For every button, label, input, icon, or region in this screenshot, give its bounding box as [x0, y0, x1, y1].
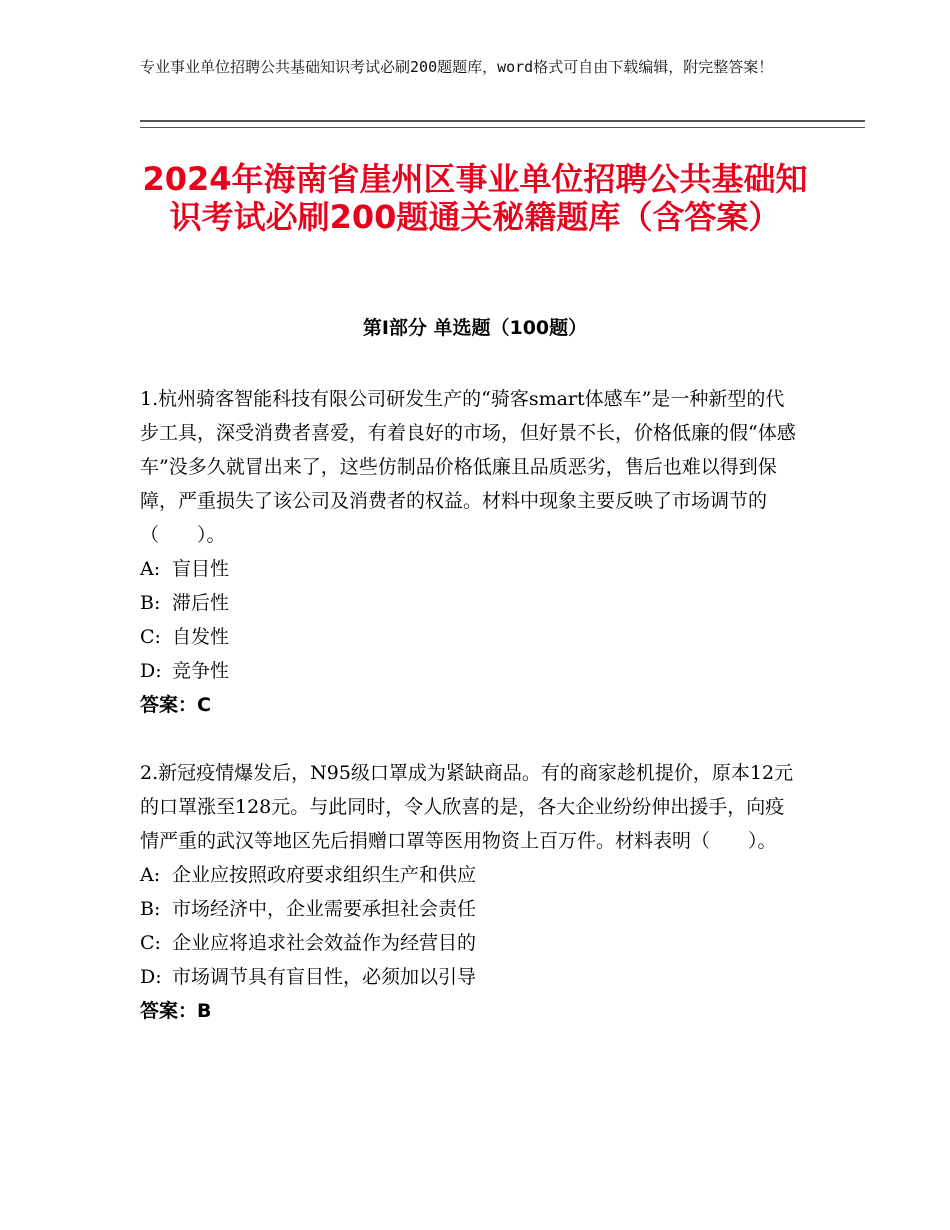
option-b: [140, 586, 800, 620]
option-letter: A:: [140, 558, 161, 580]
option-list: [140, 858, 800, 994]
answer-line: 答案：B: [140, 1000, 212, 1022]
option-text: 滞后性: [172, 592, 230, 614]
document-title: 2024年海南省崖州区事业单位招聘公共基础知识考试必刷200题通关秘籍题库（含答案）: [142, 160, 808, 236]
option-letter: C:: [140, 626, 161, 648]
option-text: 自发性: [172, 626, 230, 648]
option-list: [140, 552, 800, 688]
option-text: 盲目性: [172, 558, 230, 580]
header-note: 专业事业单位招聘公共基础知识考试必刷200题题库，word格式可自由下载编辑，附完整答案！: [140, 58, 774, 76]
option-letter: B:: [140, 898, 161, 920]
option-text: 竞争性: [172, 660, 230, 682]
option-c: [140, 926, 800, 960]
option-a: [140, 858, 800, 892]
question-stem: 2.新冠疫情爆发后，N95级口罩成为紧缺商品。有的商家趁机提价，原本12元的口罩涨至128元。与此同时，令人欣喜的是，各大企业纷纷伸出援手，向疫情严重的武汉等地区先后捐赠口罩等医用物资上百万件。材料表明（ ）。: [140, 762, 794, 852]
option-a: [140, 552, 800, 586]
question-2: [140, 756, 800, 1028]
question-stem: 1.杭州骑客智能科技有限公司研发生产的“骑客smart体感车”是一种新型的代步工具，深受消费者喜爱，有着良好的市场，但好景不长，价格低廉的假“体感车”没多久就冒出来了，这些仿制品价格低廉且品质恶劣，售后也难以得到保障，严重损失了该公司及消费者的权益。材料中现象主要反映了市场调节的（ ）。: [140, 388, 796, 546]
answer-line: 答案：C: [140, 694, 211, 716]
option-text: 企业应将追求社会效益作为经营目的: [172, 932, 477, 954]
option-text: 市场经济中，企业需要承担社会责任: [172, 898, 477, 920]
option-letter: D:: [140, 660, 162, 682]
option-letter: B:: [140, 592, 161, 614]
option-letter: C:: [140, 932, 161, 954]
header-divider: [140, 120, 865, 128]
option-b: [140, 892, 800, 926]
option-letter: D:: [140, 966, 162, 988]
option-letter: A:: [140, 864, 161, 886]
option-text: 市场调节具有盲目性，必须加以引导: [172, 966, 477, 988]
question-1: [140, 382, 800, 722]
option-d: [140, 960, 800, 994]
section-title: 第Ⅰ部分 单选题（100题）: [362, 317, 588, 339]
option-d: [140, 654, 800, 688]
option-text: 企业应按照政府要求组织生产和供应: [172, 864, 477, 886]
option-c: [140, 620, 800, 654]
